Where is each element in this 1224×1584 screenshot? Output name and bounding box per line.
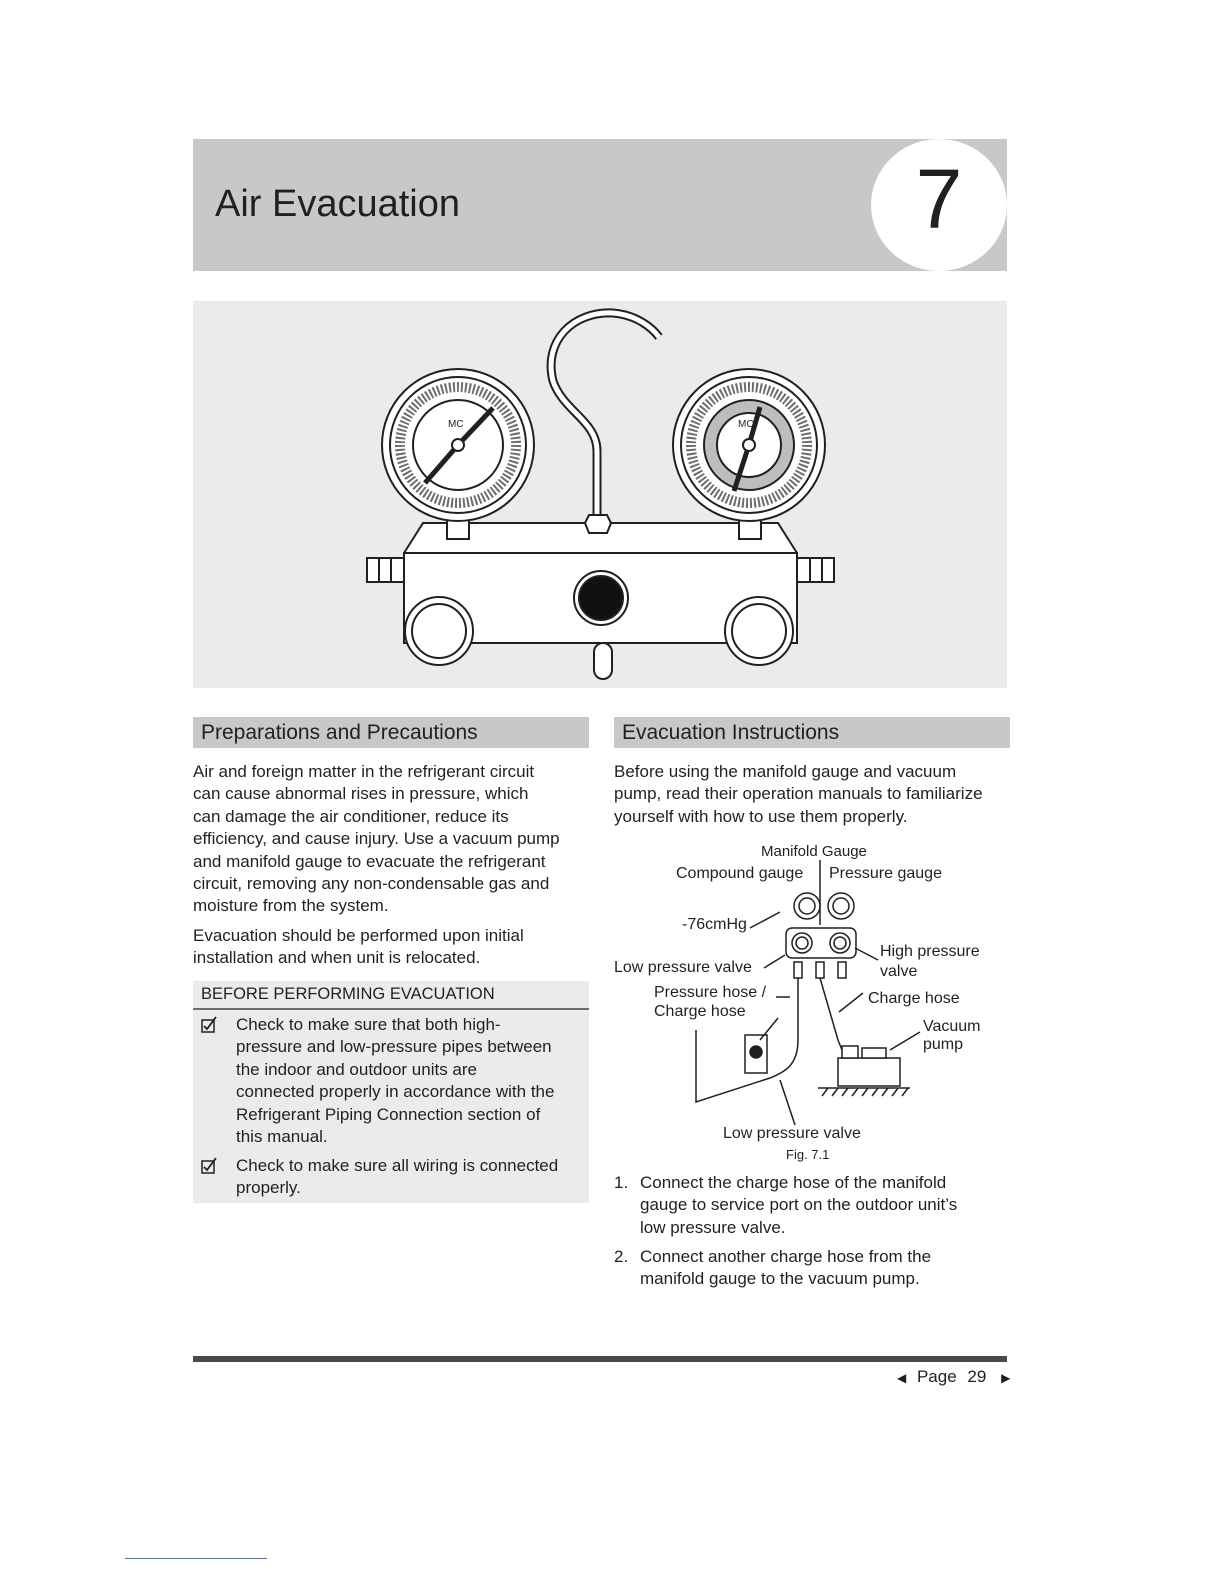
right-gauge-label: MC xyxy=(738,419,754,430)
label-pressure-hose xyxy=(654,983,766,1021)
text-line: properly. xyxy=(236,1178,301,1198)
figure-caption: Fig. 7.1 xyxy=(786,1147,830,1162)
label-vacuum-reading: -76cmHg xyxy=(682,916,747,933)
text-line: Air and foreign matter in the refrigerant circuit xyxy=(193,762,535,781)
text-line: installation and when unit is relocated. xyxy=(193,948,481,968)
text-line: Charge hose xyxy=(654,1003,746,1020)
text-line: yourself with how to use them properly. xyxy=(614,806,908,826)
label-high-pressure-valve xyxy=(880,942,980,982)
label-low-pressure-valve-top: Low pressure valve xyxy=(614,959,752,976)
step-number: 1. xyxy=(614,1173,629,1192)
chapter-badge xyxy=(871,139,1007,271)
text-line: pressure and low-pressure pipes between xyxy=(236,1037,552,1057)
text-line: efficiency, and cause injury. Use a vacuum pump xyxy=(193,829,560,849)
preparations-paragraph-2 xyxy=(193,925,593,970)
text-line: Before using the manifold gauge and vacuum xyxy=(614,762,957,781)
footer-divider xyxy=(193,1356,1007,1362)
before-evacuation-box xyxy=(193,981,589,1203)
label-low-pressure-valve-bottom: Low pressure valve xyxy=(723,1125,861,1142)
label-manifold-gauge: Manifold Gauge xyxy=(761,843,867,860)
text-line: manifold gauge to the vacuum pump. xyxy=(640,1269,920,1289)
text-line: and manifold gauge to evacuate the refrigerant xyxy=(193,851,546,871)
text-line: the indoor and outdoor units are xyxy=(236,1059,478,1079)
step-text xyxy=(640,1246,1004,1291)
section-heading-evacuation: Evacuation Instructions xyxy=(614,717,1010,748)
chapter-number: 7 xyxy=(915,152,963,246)
checkbox-checked-icon xyxy=(201,1157,219,1175)
figure-7-1 xyxy=(610,840,1010,1170)
page-number: 29 xyxy=(967,1367,987,1386)
evacuation-intro xyxy=(614,761,1014,828)
text-line: pump xyxy=(923,1036,964,1053)
triangle-right-icon[interactable]: ▶ xyxy=(1001,1371,1011,1385)
checklist-item-text xyxy=(236,1014,581,1148)
text-line: Pressure hose / xyxy=(654,984,767,1001)
text-line: Refrigerant Piping Connection section of xyxy=(236,1104,541,1124)
text-line: Evacuation should be performed upon initial xyxy=(193,926,524,945)
left-gauge-label: MC xyxy=(448,419,464,430)
text-line: Connect the charge hose of the manifold xyxy=(640,1173,947,1192)
text-line: Check to make sure that both high- xyxy=(236,1015,501,1034)
divider xyxy=(193,1008,589,1010)
page-navigation xyxy=(897,1367,1010,1387)
text-line: valve xyxy=(880,963,918,980)
link-underline xyxy=(125,1558,267,1559)
text-line: this manual. xyxy=(236,1127,328,1147)
manifold-gauge-drawing xyxy=(193,301,1007,688)
text-line: gauge to service port on the outdoor unit’s xyxy=(640,1195,958,1215)
label-compound-gauge: Compound gauge xyxy=(676,865,804,882)
text-line: Connect another charge hose from the xyxy=(640,1247,932,1266)
label-charge-hose: Charge hose xyxy=(868,990,960,1007)
text-line: low pressure valve. xyxy=(640,1217,786,1237)
text-line: circuit, removing any non-condensable gas and xyxy=(193,874,550,894)
preparations-paragraph-1 xyxy=(193,761,593,918)
manifold-illustration xyxy=(193,301,1007,688)
text-line: moisture from the system. xyxy=(193,896,389,916)
before-evacuation-title: BEFORE PERFORMING EVACUATION xyxy=(201,985,495,1003)
text-line: connected properly in accordance with the xyxy=(236,1082,555,1102)
text-line: Check to make sure all wiring is connected xyxy=(236,1156,559,1175)
section-heading-preparations: Preparations and Precautions xyxy=(193,717,589,748)
page-title: Air Evacuation xyxy=(215,183,461,225)
label-pressure-gauge: Pressure gauge xyxy=(829,865,942,882)
text-line: High pressure xyxy=(880,943,980,960)
triangle-left-icon[interactable]: ◀ xyxy=(897,1371,907,1385)
text-line: can damage the air conditioner, reduce its xyxy=(193,806,509,826)
step-text xyxy=(640,1172,1004,1239)
page-label: Page xyxy=(916,1367,957,1386)
checkbox-checked-icon xyxy=(201,1016,219,1034)
step-number: 2. xyxy=(614,1247,629,1266)
chapter-header xyxy=(193,139,1007,271)
text-line: pump, read their operation manuals to familiarize xyxy=(614,784,983,804)
text-line: Vacuum xyxy=(923,1018,981,1035)
label-vacuum-pump xyxy=(923,1018,981,1054)
text-line: can cause abnormal rises in pressure, which xyxy=(193,784,529,804)
checklist-item-text xyxy=(236,1155,581,1200)
